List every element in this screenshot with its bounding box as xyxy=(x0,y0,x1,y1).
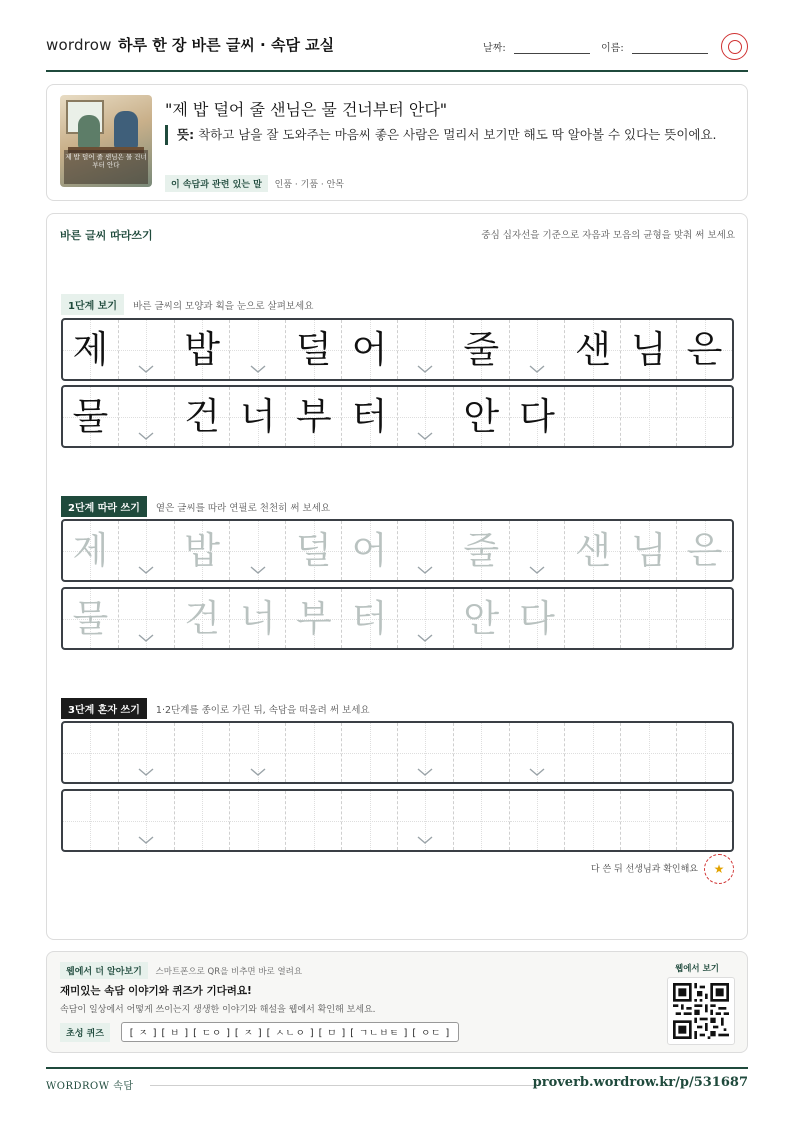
grid-cell[interactable] xyxy=(342,589,398,648)
guide-line-v xyxy=(593,387,594,446)
space-mark-icon xyxy=(138,768,154,776)
glyph-char: 터 xyxy=(351,597,388,640)
glyph-char: 님 xyxy=(630,328,667,371)
grid-cell xyxy=(286,387,342,446)
glyph-char: 안 xyxy=(463,597,500,640)
info-tag-desc: 스마트폰으로 QR을 비추면 바로 열려요 xyxy=(155,967,303,977)
qr-code-icon[interactable] xyxy=(667,977,735,1045)
practice-title: 바른 글씨 따라쓰기 xyxy=(60,229,153,242)
grid-cell xyxy=(398,320,454,379)
grid-cell[interactable] xyxy=(175,791,231,850)
guide-line-v xyxy=(90,723,91,782)
space-mark-icon xyxy=(250,768,266,776)
guide-line-v xyxy=(314,791,315,850)
grid-cell[interactable] xyxy=(454,521,510,580)
grid-cell xyxy=(230,320,286,379)
grid-cell[interactable] xyxy=(677,791,732,850)
guide-line-v xyxy=(593,589,594,648)
grid-cell xyxy=(175,387,231,446)
practice-section xyxy=(46,213,748,940)
grid-cell xyxy=(565,387,621,446)
related-list: 인품 · 기품 · 안목 xyxy=(274,180,344,190)
grid-cell xyxy=(510,320,566,379)
glyph-char: 건 xyxy=(184,395,220,438)
space-mark-icon xyxy=(138,836,154,844)
glyph-char: 은 xyxy=(686,529,723,572)
grid-cell xyxy=(342,387,398,446)
step2-header xyxy=(61,496,330,517)
glyph-char: 덜 xyxy=(295,328,332,371)
glyph-char: 부 xyxy=(295,395,332,438)
check-stamp-icon xyxy=(721,33,748,60)
space-mark-icon xyxy=(417,634,433,642)
grid-cell[interactable] xyxy=(565,723,621,782)
date-line[interactable] xyxy=(514,53,590,54)
grid-cell[interactable] xyxy=(286,791,342,850)
grid-cell[interactable] xyxy=(119,521,175,580)
space-mark-icon xyxy=(250,566,266,574)
name-field[interactable] xyxy=(601,39,708,54)
glyph-char: 밥 xyxy=(184,529,220,572)
grid-cell xyxy=(454,387,510,446)
guide-line-v xyxy=(90,791,91,850)
space-mark-icon xyxy=(417,836,433,844)
guide-line-v xyxy=(537,791,538,850)
glyph-char: 제 xyxy=(72,529,109,572)
guide-line-v xyxy=(649,589,650,648)
guide-line-v xyxy=(705,791,706,850)
related-words xyxy=(165,175,344,192)
grid-cell[interactable] xyxy=(621,723,677,782)
glyph-char: 밥 xyxy=(184,328,220,371)
teacher-check xyxy=(591,854,734,884)
grid-cell[interactable] xyxy=(342,791,398,850)
grid-cell[interactable] xyxy=(565,521,621,580)
space-mark-icon xyxy=(529,566,545,574)
grid-cell xyxy=(63,387,119,446)
info-header xyxy=(60,962,302,979)
grid-cell[interactable] xyxy=(510,723,566,782)
space-mark-icon xyxy=(529,768,545,776)
grid-cell[interactable] xyxy=(454,791,510,850)
space-mark-icon xyxy=(417,432,433,440)
related-tag: 이 속담과 관련 있는 말 xyxy=(165,175,268,192)
guide-line-v xyxy=(314,723,315,782)
glyph-char: 건 xyxy=(184,597,220,640)
grid-cell[interactable] xyxy=(342,521,398,580)
grid-cell[interactable] xyxy=(621,589,677,648)
grid-cell xyxy=(286,320,342,379)
info-tag: 웹에서 더 알아보기 xyxy=(60,962,148,979)
practice-hint: 중심 십자선을 기준으로 자음과 모음의 균형을 맞춰 써 보세요 xyxy=(481,230,735,241)
space-mark-icon xyxy=(138,432,154,440)
glyph-char: 다 xyxy=(519,395,555,438)
date-field[interactable] xyxy=(483,39,590,54)
meaning-body: 착하고 남을 잘 도와주는 마음씨 좋은 사람은 멀리서 보기만 해도 딱 알아볼 수 있다는 뜻이에요. xyxy=(198,127,717,142)
footer-url[interactable]: proverb.wordrow.kr/p/531687 xyxy=(532,1075,748,1090)
grid-cell[interactable] xyxy=(230,723,286,782)
space-mark-icon xyxy=(417,365,433,373)
grid-cell[interactable] xyxy=(677,589,732,648)
star-seal-icon xyxy=(704,854,734,884)
info-desc: 속담이 일상에서 어떻게 쓰이는지 생생한 이야기와 해설을 웹에서 확인해 보세요. xyxy=(60,1005,376,1015)
footer-divider xyxy=(150,1085,538,1086)
grid-cell xyxy=(175,320,231,379)
guide-line-v xyxy=(649,723,650,782)
grid-row xyxy=(61,318,734,381)
grid-cell xyxy=(230,387,286,446)
guide-line-v xyxy=(649,387,650,446)
guide-line-v xyxy=(705,589,706,648)
guide-line-v xyxy=(202,791,203,850)
glyph-char: 샌 xyxy=(574,328,611,371)
page-header xyxy=(46,30,748,72)
glyph-char: 다 xyxy=(519,597,555,640)
grid-cell[interactable] xyxy=(398,521,454,580)
grid-cell[interactable] xyxy=(63,723,119,782)
grid-cell[interactable] xyxy=(286,589,342,648)
step1-desc: 바른 글씨의 모양과 획을 눈으로 살펴보세요 xyxy=(133,301,314,312)
grid-cell[interactable] xyxy=(63,791,119,850)
grid-cell[interactable] xyxy=(230,791,286,850)
glyph-char: 물 xyxy=(72,395,109,438)
guide-line-v xyxy=(481,791,482,850)
grid-row[interactable] xyxy=(61,789,734,852)
grid-cell[interactable] xyxy=(454,589,510,648)
grid-cell[interactable] xyxy=(398,723,454,782)
wordrow-logo[interactable]: wordrow xyxy=(46,36,112,54)
glyph-char: 샌 xyxy=(574,529,611,572)
grid-cell[interactable] xyxy=(230,589,286,648)
info-title: 재미있는 속담 이야기와 퀴즈가 기다려요! xyxy=(60,985,252,997)
page-footer xyxy=(46,1067,748,1097)
grid-cell[interactable] xyxy=(677,723,732,782)
glyph-char: 부 xyxy=(295,597,332,640)
grid-cell xyxy=(342,320,398,379)
grid-cell[interactable] xyxy=(454,723,510,782)
grid-cell[interactable] xyxy=(230,521,286,580)
guide-line-v xyxy=(705,723,706,782)
qr-label: 웹에서 보기 xyxy=(674,964,719,974)
chosung-quiz xyxy=(60,1022,459,1042)
grid-cell[interactable] xyxy=(398,791,454,850)
grid-cell xyxy=(565,320,621,379)
step3-desc: 1·2단계를 종이로 가린 뒤, 속담을 떠올려 써 보세요 xyxy=(155,705,370,716)
guide-line-v xyxy=(370,723,371,782)
grid-cell[interactable] xyxy=(342,723,398,782)
space-mark-icon xyxy=(417,768,433,776)
glyph-char: 어 xyxy=(351,529,388,572)
grid-cell[interactable] xyxy=(565,589,621,648)
proverb-illustration xyxy=(60,95,152,187)
grid-cell xyxy=(454,320,510,379)
grid-cell[interactable] xyxy=(63,521,119,580)
glyph-char: 너 xyxy=(240,395,276,438)
person-figure xyxy=(114,111,138,149)
grid-cell xyxy=(398,387,454,446)
grid-cell[interactable] xyxy=(510,521,566,580)
glyph-char: 줄 xyxy=(463,328,500,371)
grid-cell[interactable] xyxy=(175,589,231,648)
grid-cell xyxy=(677,320,732,379)
meaning-label: 뜻: xyxy=(177,127,195,142)
grid-row xyxy=(61,385,734,448)
guide-line-v xyxy=(649,791,650,850)
teacher-check-text: 다 쓴 뒤 선생님과 확인해요 xyxy=(590,864,698,875)
glyph-char: 안 xyxy=(463,395,500,438)
space-mark-icon xyxy=(138,634,154,642)
guide-line-v xyxy=(593,791,594,850)
glyph-char: 터 xyxy=(351,395,388,438)
meaning-text xyxy=(177,125,735,145)
web-info-box xyxy=(46,951,748,1053)
grid-cell xyxy=(677,387,732,446)
guide-line-v xyxy=(370,791,371,850)
qr-code-graphic xyxy=(673,983,729,1039)
glyph-char: 물 xyxy=(72,597,109,640)
step3-badge: 3단계 혼자 쓰기 xyxy=(61,698,147,719)
glyph-char: 어 xyxy=(351,328,388,371)
glyph-char: 제 xyxy=(72,328,109,371)
grid-cell[interactable] xyxy=(175,521,231,580)
space-mark-icon xyxy=(417,566,433,574)
grid-cell[interactable] xyxy=(621,791,677,850)
page-title: 하루 한 장 바른 글씨 · 속담 교실 xyxy=(118,36,335,54)
guide-line-v xyxy=(705,387,706,446)
grid-cell[interactable] xyxy=(510,589,566,648)
grid-cell[interactable] xyxy=(677,521,732,580)
grid-row[interactable] xyxy=(61,587,734,650)
proverb-card xyxy=(46,84,748,201)
grid-cell xyxy=(621,320,677,379)
proverb-text: "제 밥 덜어 줄 샌님은 물 건너부터 안다" xyxy=(165,100,448,119)
person-figure xyxy=(78,115,100,149)
grid-cell[interactable] xyxy=(119,589,175,648)
space-mark-icon xyxy=(250,365,266,373)
step1-badge: 1단계 보기 xyxy=(61,294,124,315)
step2-desc: 옅은 글씨를 따라 연필로 천천히 써 보세요 xyxy=(155,503,331,514)
grid-cell[interactable] xyxy=(286,521,342,580)
guide-line-v xyxy=(258,791,259,850)
grid-cell xyxy=(621,387,677,446)
quiz-label: 초성 퀴즈 xyxy=(60,1023,110,1042)
grid-row[interactable] xyxy=(61,519,734,582)
glyph-char: 줄 xyxy=(463,529,500,572)
space-mark-icon xyxy=(529,365,545,373)
step2-badge: 2단계 따라 쓰기 xyxy=(61,496,147,517)
grid-cell[interactable] xyxy=(286,723,342,782)
guide-line-v xyxy=(202,723,203,782)
grid-cell xyxy=(119,387,175,446)
grid-cell[interactable] xyxy=(63,589,119,648)
space-mark-icon xyxy=(138,566,154,574)
glyph-char: 님 xyxy=(630,529,667,572)
grid-cell[interactable] xyxy=(621,521,677,580)
grid-cell xyxy=(119,320,175,379)
glyph-char: 은 xyxy=(686,328,723,371)
grid-cell[interactable] xyxy=(398,589,454,648)
name-line[interactable] xyxy=(632,53,708,54)
grid-cell[interactable] xyxy=(565,791,621,850)
space-mark-icon xyxy=(138,365,154,373)
illustration-caption: 제 밥 덜어 줄 샌님은 물 건너부터 안다 xyxy=(64,150,148,184)
glyph-char: 너 xyxy=(240,597,276,640)
name-label: 이름: xyxy=(601,43,624,54)
date-label: 날짜: xyxy=(483,43,506,54)
grid-cell xyxy=(63,320,119,379)
meaning-block xyxy=(165,125,735,145)
step3-header xyxy=(61,698,370,719)
step1-header xyxy=(61,294,313,315)
grid-row[interactable] xyxy=(61,721,734,784)
grid-cell[interactable] xyxy=(175,723,231,782)
grid-cell[interactable] xyxy=(119,791,175,850)
guide-line-v xyxy=(593,723,594,782)
grid-cell[interactable] xyxy=(119,723,175,782)
footer-brand: WORDROW 속담 xyxy=(46,1081,134,1092)
grid-cell[interactable] xyxy=(510,791,566,850)
guide-line-v xyxy=(481,723,482,782)
glyph-char: 덜 xyxy=(295,529,332,572)
grid-cell xyxy=(510,387,566,446)
quiz-box: [ ㅈ ] [ ㅂ ] [ ㄷㅇ ] [ ㅈ ] [ ㅅㄴㅇ ] [ ㅁ ] [ ㄱㄴㅂㅌ ] [ ㅇㄷ ] xyxy=(121,1022,459,1042)
